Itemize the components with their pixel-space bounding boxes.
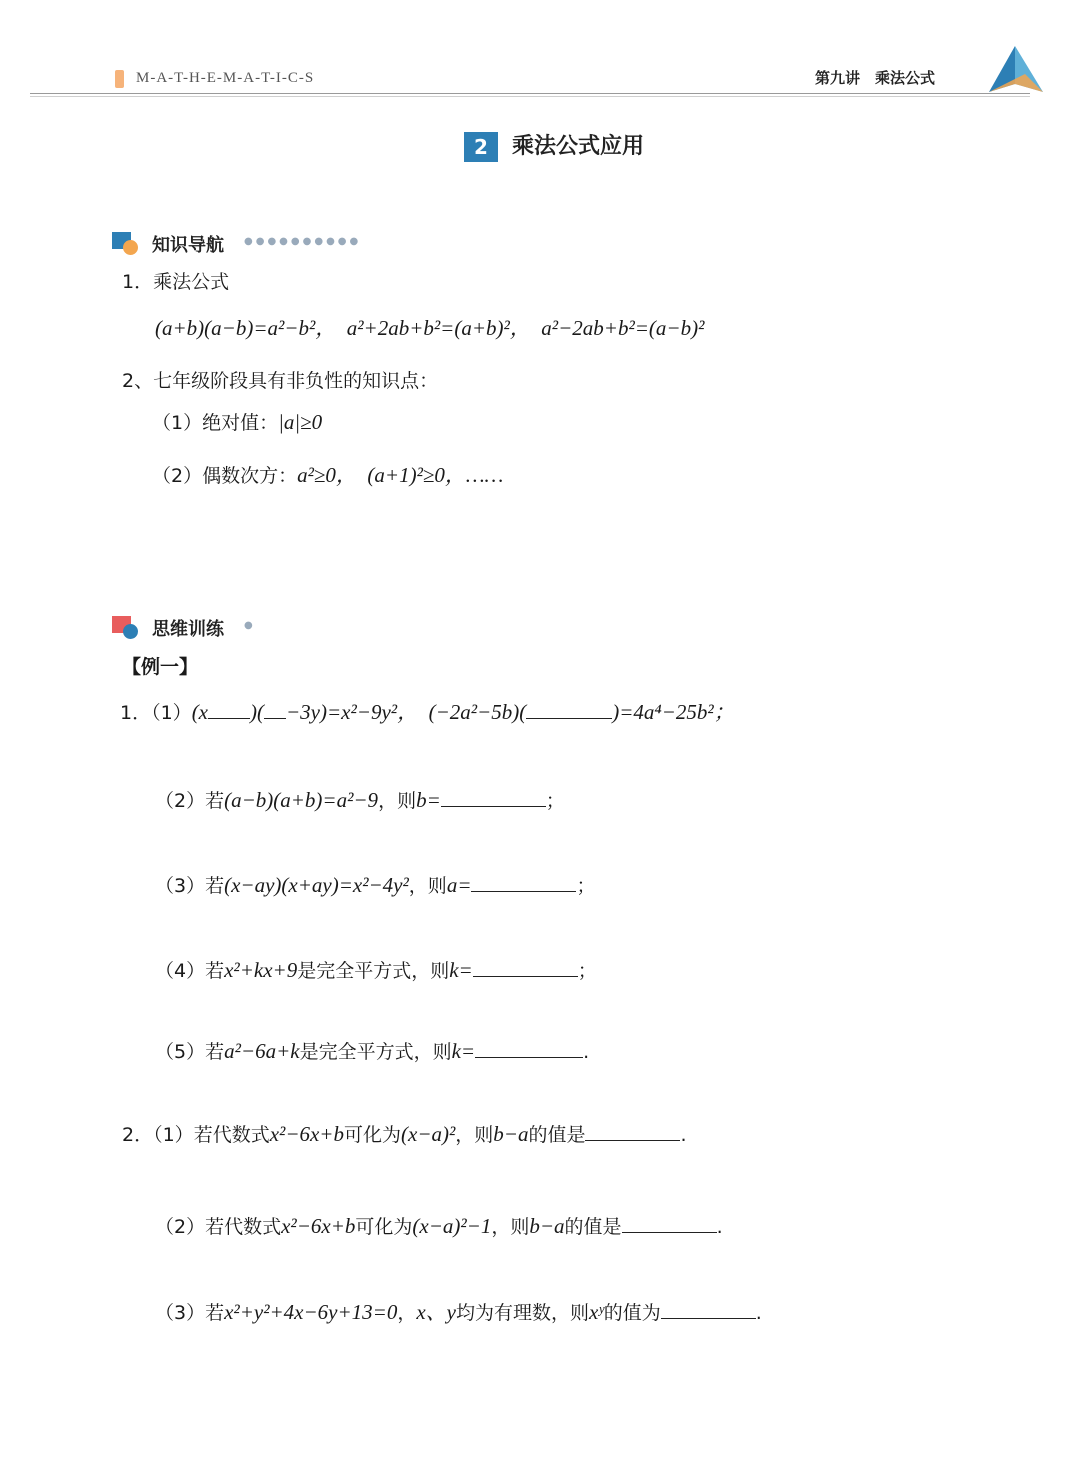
q2-part-1: 2．（1）若代数式x²−6x+b可化为(x−a)²，则b−a的值是 . (122, 1122, 687, 1146)
q1-part-4: （4）若x²+kx+9是完全平方式，则k= ； (155, 958, 597, 982)
pyramid-logo-icon (985, 44, 1045, 96)
answer-blank[interactable] (264, 698, 286, 719)
answer-blank[interactable] (475, 1037, 583, 1058)
chapter-title: 第九讲 乘法公式 (815, 69, 936, 87)
answer-blank[interactable] (208, 698, 250, 719)
answer-blank[interactable] (622, 1212, 717, 1233)
answer-blank[interactable] (441, 786, 546, 807)
training-label: 思维训练 (152, 619, 224, 640)
answer-blank[interactable] (661, 1298, 756, 1319)
header-brand: M-A-T-H-E-M-A-T-I-C-S (136, 70, 315, 86)
knowledge-subitem-power: （2）偶数次方：a²≥0， (a+1)²≥0，…… (152, 463, 504, 487)
q1-part-5: （5）若a²−6a+k是完全平方式，则k= . (155, 1039, 590, 1063)
decorative-dots: ●●●●●●●●●● (244, 236, 362, 247)
q1-part-1: 1．（1）(x )( −3y)=x²−9y²， (−2a²−5b)( )=4a⁴−25b²； (120, 700, 735, 724)
formula-multiplication: (a+b)(a−b)=a²−b²， a²+2ab+b²=(a+b)²， a²−2ab+b²=(a−b)² (155, 316, 705, 340)
training-tag-icon (112, 616, 138, 638)
example-heading: 【例一】 (122, 656, 199, 678)
section-number: 2 (464, 132, 498, 162)
q2-part-3: （3）若x²+y²+4x−6y+13=0，x、y均为有理数，则xʸ的值为 . (155, 1300, 762, 1324)
header-accent-bar (115, 70, 124, 88)
answer-blank[interactable] (585, 1120, 680, 1141)
knowledge-label: 知识导航 (152, 235, 224, 256)
q1-part-2: （2）若(a−b)(a+b)=a²−9，则b= ； (155, 788, 565, 812)
q2-part-2: （2）若代数式x²−6x+b可化为(x−a)²−1，则b−a的值是 . (155, 1214, 723, 1238)
header-divider (30, 93, 1030, 94)
knowledge-item-2: 2、七年级阶段具有非负性的知识点： (122, 370, 439, 392)
header-divider-thin (30, 96, 1030, 97)
q1-part-3: （3）若(x−ay)(x+ay)=x²−4y²，则a= ； (155, 873, 596, 897)
section-title: 乘法公式应用 (512, 134, 645, 159)
answer-blank[interactable] (526, 698, 612, 719)
knowledge-subitem-abs: （1）绝对值：|a|≥0 (152, 410, 323, 434)
knowledge-tag-icon (112, 232, 138, 254)
answer-blank[interactable] (471, 871, 576, 892)
answer-blank[interactable] (473, 956, 578, 977)
decorative-dot: ● (244, 620, 256, 631)
knowledge-item-1: 1．乘法公式 (122, 271, 230, 293)
